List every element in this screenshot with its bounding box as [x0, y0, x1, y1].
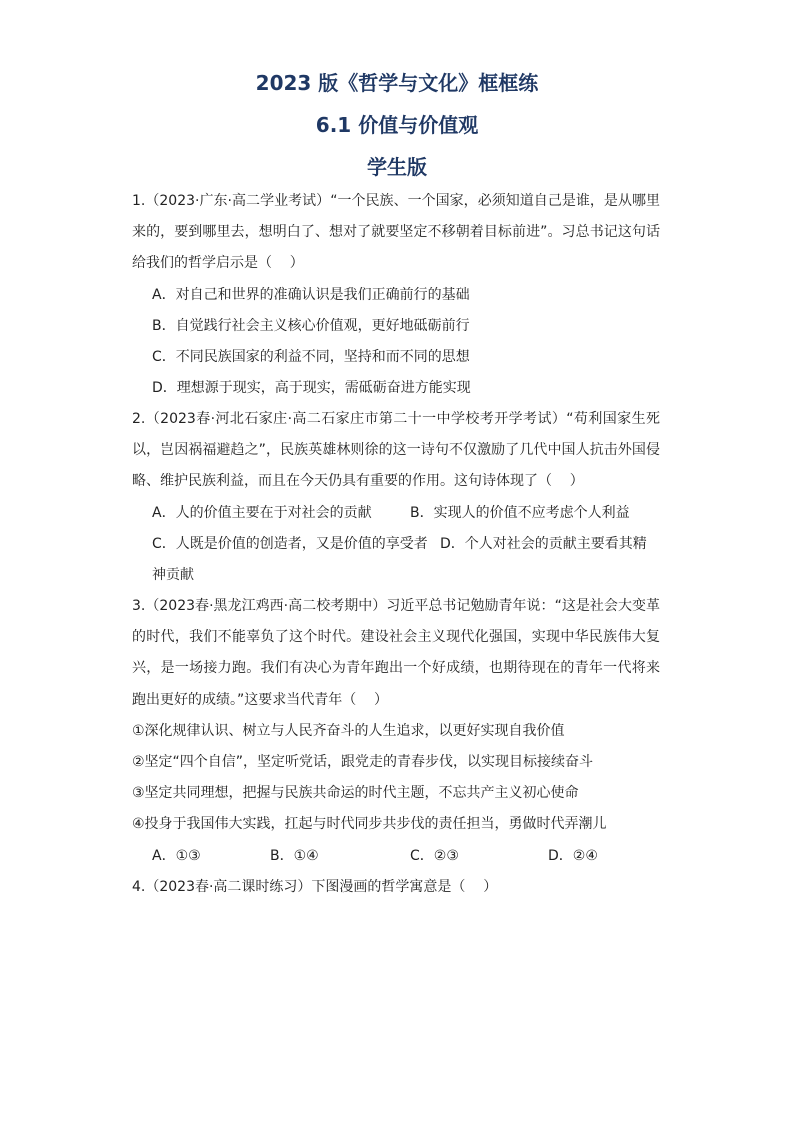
option-d: D．理想源于现实，高于现实，需砥砺奋进方能实现 — [152, 380, 471, 396]
doc-edition: 学生版 — [367, 155, 427, 179]
option-a: A．对自己和世界的准确认识是我们正确前行的基础 — [152, 287, 470, 303]
option-b: B．自觉践行社会主义核心价值观，更好地砥砺前行 — [152, 318, 470, 334]
option-d: D．②④ — [548, 848, 598, 864]
option-a: A．①③ — [152, 848, 201, 864]
question-stem-line: 来的，要到哪里去，想明白了、想对了就要坚定不移朝着目标前进”。习总书记这句话 — [132, 224, 660, 240]
option-a: A．人的价值主要在于对社会的贡献 — [152, 505, 372, 521]
doc-title: 2023 版《哲学与文化》框框练 — [255, 71, 539, 95]
statement-3: ③坚定共同理想，把握与民族共命运的时代主题，不忘共产主义初心使命 — [132, 785, 579, 801]
question-stem-line: 的时代，我们不能辜负了这个时代。建设社会主义现代化强国，实现中华民族伟大复 — [132, 629, 660, 645]
question-stem-line: 跑出更好的成绩。”这要求当代青年（ ） — [132, 692, 389, 708]
option-b: B．①④ — [270, 848, 319, 864]
statement-2: ②坚定“四个自信”，坚定听党话，跟党走的青春步伐，以实现目标接续奋斗 — [132, 754, 594, 770]
doc-subtitle: 6.1 价值与价值观 — [315, 113, 479, 137]
question-stem-line: 略、维护民族利益，而且在今天仍具有重要的作用。这句诗体现了（ ） — [132, 473, 584, 489]
statement-1: ①深化规律认识、树立与人民齐奋斗的人生追求，以更好实现自我价值 — [132, 723, 565, 739]
option-d: D．个人对社会的贡献主要看其精 — [440, 536, 647, 552]
option-c: C．②③ — [410, 848, 459, 864]
option-d-continuation: 神贡献 — [152, 567, 194, 583]
question-stem-line: 以，岂因祸福避趋之”，民族英雄林则徐的这一诗句不仅激励了几代中国人抗击外国侵 — [132, 442, 660, 458]
option-b: B．实现人的价值不应考虑个人利益 — [410, 505, 630, 521]
question-stem-line: 2.（2023春·河北石家庄·高二石家庄市第二十一中学校考开学考试）“苟利国家生死 — [132, 411, 660, 427]
option-c: C．人既是价值的创造者，又是价值的享受者 — [152, 536, 428, 552]
statement-4: ④投身于我国伟大实践，扛起与时代同步共步伐的责任担当，勇做时代弄潮儿 — [132, 816, 607, 832]
question-stem-line: 1.（2023·广东·高二学业考试）“一个民族、一个国家，必须知道自己是谁，是从哪里 — [132, 193, 660, 209]
question-stem-line: 给我们的哲学启示是（ ） — [132, 255, 304, 271]
question-stem-line: 兴，是一场接力跑。我们有决心为青年跑出一个好成绩，也期待现在的青年一代将来 — [132, 660, 660, 676]
question-stem-line: 3.（2023春·黑龙江鸡西·高二校考期中）习近平总书记勉励青年说：“这是社会大变革 — [132, 598, 660, 614]
option-c: C．不同民族国家的利益不同，坚持和而不同的思想 — [152, 349, 470, 365]
question-stem-line: 4.（2023春·高二课时练习）下图漫画的哲学寓意是（ ） — [132, 879, 498, 895]
